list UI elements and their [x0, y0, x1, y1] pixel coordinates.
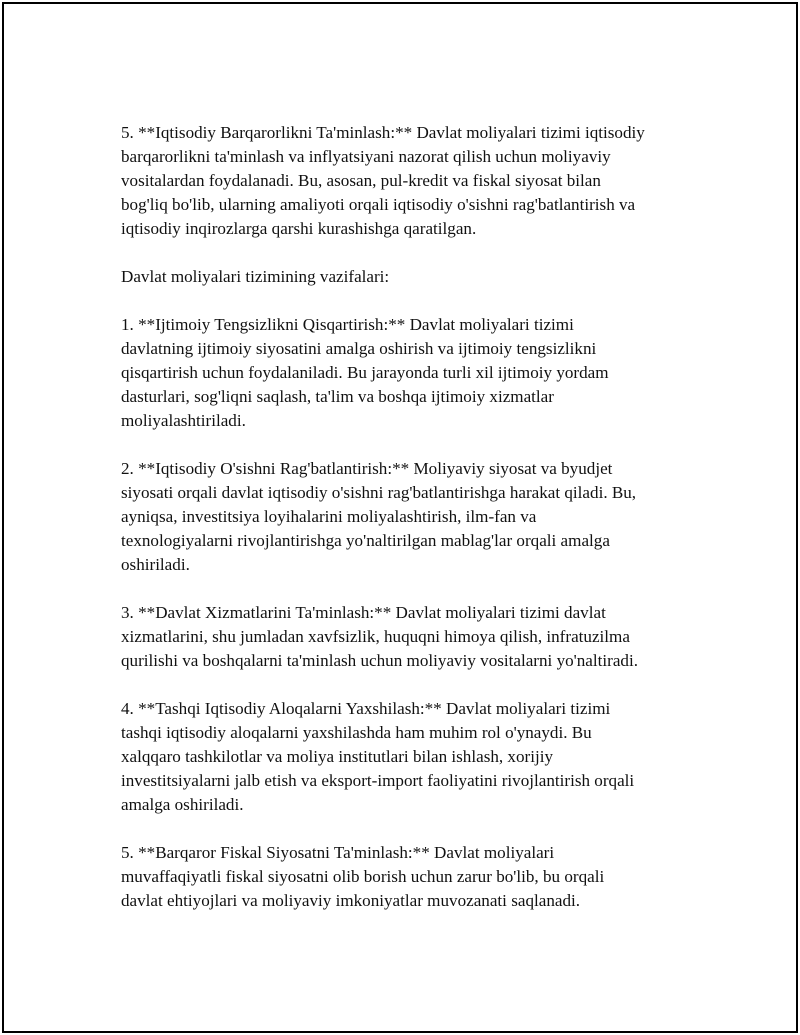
- section-heading-functions: [121, 265, 701, 289]
- text-line: tashqi iqtisodiy aloqalarni yaxshilashda ham muhim rol o'ynaydi. Bu: [121, 723, 592, 742]
- text-line: texnologiyalarni rivojlantirishga yo'naltirilgan mablag'lar orqali amalga: [121, 531, 610, 550]
- text-line: 3. **Davlat Xizmatlarini Ta'minlash:** Davlat moliyalari tizimi davlat: [121, 603, 606, 622]
- text-line: davlatning ijtimoiy siyosatini amalga oshirish va ijtimoiy tengsizlikni: [121, 339, 597, 358]
- paragraph-economic-growth: [121, 457, 701, 577]
- paragraph-fiscal-policy: [121, 841, 701, 913]
- text-line: 5. **Barqaror Fiskal Siyosatni Ta'minlash:** Davlat moliyalari: [121, 843, 555, 862]
- text-line: dasturlari, sog'liqni saqlash, ta'lim va boshqa ijtimoiy xizmatlar: [121, 387, 554, 406]
- text-line: muvaffaqiyatli fiskal siyosatni olib borish uchun zarur bo'lib, bu orqali: [121, 867, 605, 886]
- text-line: xalqqaro tashkilotlar va moliya institutlari bilan ishlash, xorijiy: [121, 747, 554, 766]
- text-line: siyosati orqali davlat iqtisodiy o'sishni rag'batlantirishga harakat qiladi. Bu,: [121, 483, 637, 502]
- text-line: qurilishi va boshqalarni ta'minlash uchun moliyaviy vositalarni yo'naltiradi.: [121, 651, 638, 670]
- text-line: bog'liq bo'lib, ularning amaliyoti orqali iqtisodiy o'sishni rag'batlantirish va: [121, 195, 636, 214]
- paragraph-foreign-relations: [121, 697, 701, 817]
- page-frame: [2, 2, 798, 1033]
- text-line: Davlat moliyalari tizimining vazifalari:: [121, 267, 390, 286]
- text-line: ayniqsa, investitsiya loyihalarini moliyalashtirish, ilm-fan va: [121, 507, 537, 526]
- text-line: iqtisodiy inqirozlarga qarshi kurashishga qaratilgan.: [121, 219, 477, 238]
- text-line: 4. **Tashqi Iqtisodiy Aloqalarni Yaxshilash:** Davlat moliyalari tizimi: [121, 699, 611, 718]
- paragraph-social-inequality: [121, 313, 701, 433]
- text-line: oshiriladi.: [121, 555, 190, 574]
- document-body: [121, 121, 701, 937]
- text-line: qisqartirish uchun foydalaniladi. Bu jarayonda turli xil ijtimoiy yordam: [121, 363, 609, 382]
- text-line: davlat ehtiyojlari va moliyaviy imkoniyatlar muvozanati saqlanadi.: [121, 891, 581, 910]
- text-line: 2. **Iqtisodiy O'sishni Rag'batlantirish:** Moliyaviy siyosat va byudjet: [121, 459, 613, 478]
- paragraph-economic-stability: [121, 121, 701, 241]
- text-line: xizmatlarini, shu jumladan xavfsizlik, huquqni himoya qilish, infratuzilma: [121, 627, 630, 646]
- text-line: investitsiyalarni jalb etish va eksport-import faoliyatini rivojlantirish orqali: [121, 771, 635, 790]
- text-line: amalga oshiriladi.: [121, 795, 244, 814]
- text-line: barqarorlikni ta'minlash va inflyatsiyani nazorat qilish uchun moliyaviy: [121, 147, 611, 166]
- text-line: 5. **Iqtisodiy Barqarorlikni Ta'minlash:** Davlat moliyalari tizimi iqtisodiy: [121, 123, 645, 142]
- text-line: 1. **Ijtimoiy Tengsizlikni Qisqartirish:** Davlat moliyalari tizimi: [121, 315, 574, 334]
- text-line: vositalardan foydalanadi. Bu, asosan, pul-kredit va fiskal siyosat bilan: [121, 171, 601, 190]
- paragraph-state-services: [121, 601, 701, 673]
- text-line: moliyalashtiriladi.: [121, 411, 246, 430]
